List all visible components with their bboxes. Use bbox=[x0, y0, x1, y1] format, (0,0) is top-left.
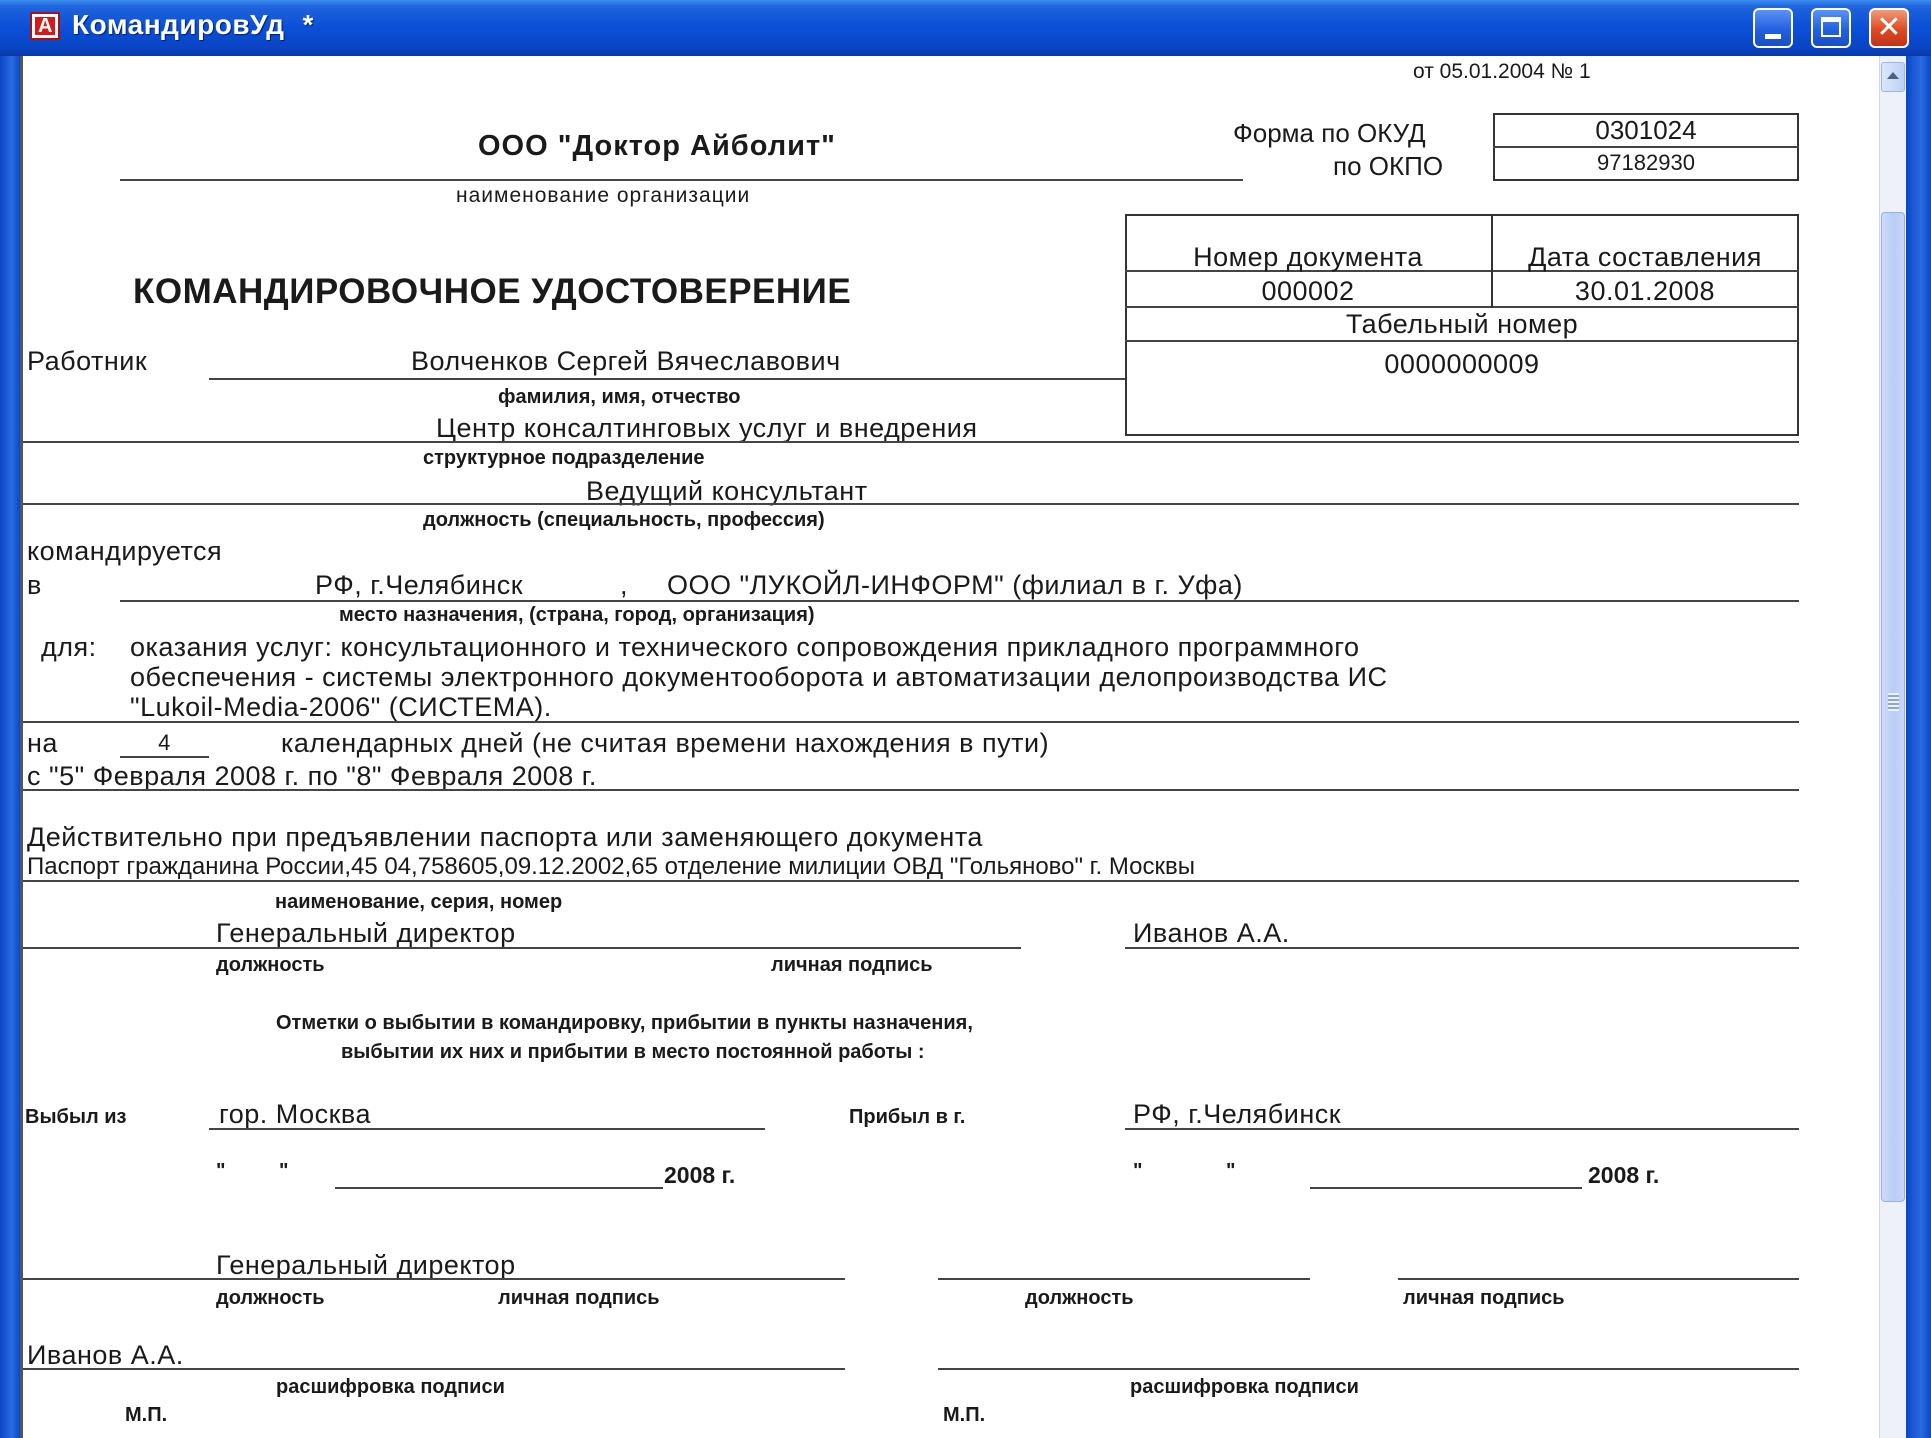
signer-position-underline bbox=[23, 947, 1021, 949]
okud-label: Форма по ОКУД bbox=[1233, 118, 1426, 148]
destination-caption: место назначения, (страна, город, организация) bbox=[339, 604, 815, 626]
purpose-line-2: обеспечения - системы электронного документооборота и автоматизации делопроизводства ИС bbox=[130, 662, 1388, 692]
org-name-underline bbox=[120, 179, 1243, 181]
window-frame-right bbox=[1906, 56, 1931, 1438]
purpose-underline bbox=[23, 721, 1799, 723]
passport-value: Паспорт гражданина России,45 04,758605,09.12.2002,65 отделение милиции ОВД "Гольяново" г. Москвы bbox=[27, 853, 1195, 880]
employee-label: Работник bbox=[27, 346, 148, 376]
valid-text: Действительно при предъявлении паспорта или заменяющего документа bbox=[27, 822, 983, 852]
departed-date-quote-open: " bbox=[216, 1160, 226, 1182]
arrived-date-underline bbox=[1310, 1187, 1582, 1189]
purpose-label: для: bbox=[41, 632, 97, 662]
org-name-caption: наименование организации bbox=[456, 184, 751, 207]
marks-line-2: выбытии их них и прибытии в место постоянной работы : bbox=[341, 1041, 925, 1063]
departed-underline bbox=[209, 1128, 765, 1130]
org-name: ООО "Доктор Айболит" bbox=[478, 130, 836, 162]
okud-value: 0301024 bbox=[1595, 115, 1697, 145]
sent-label: командируется bbox=[27, 536, 223, 566]
scroll-up-button[interactable] bbox=[1881, 62, 1905, 92]
signer-position-caption: должность bbox=[216, 954, 325, 976]
close-button[interactable] bbox=[1869, 8, 1909, 48]
doc-number-value: 000002 bbox=[1261, 276, 1355, 306]
destination-underline bbox=[120, 600, 1799, 602]
window-title-text: КомандировУд bbox=[72, 9, 285, 40]
arrived-year: 2008 г. bbox=[1588, 1162, 1660, 1188]
grip-icon bbox=[1888, 693, 1899, 711]
destination-city: РФ, г.Челябинск bbox=[315, 570, 524, 600]
passport-caption: наименование, серия, номер bbox=[275, 891, 563, 913]
bottom-position-right-caption: должность bbox=[1025, 1287, 1134, 1309]
signer-name-underline bbox=[1125, 947, 1799, 949]
days-underline bbox=[120, 756, 209, 758]
position-value: Ведущий консультант bbox=[586, 476, 868, 506]
department-value: Центр консалтинговых услуг и внедрения bbox=[436, 413, 978, 443]
departed-label: Выбыл из bbox=[25, 1106, 127, 1128]
okpo-label: по ОКПО bbox=[1333, 151, 1444, 181]
departed-date-underline bbox=[335, 1187, 663, 1189]
okpo-value: 97182930 bbox=[1597, 150, 1695, 175]
employee-caption: фамилия, имя, отчество bbox=[498, 386, 741, 408]
app-icon bbox=[30, 12, 60, 40]
bottom-position-left: Генеральный директор bbox=[216, 1250, 516, 1280]
travel-certificate-document bbox=[23, 56, 1879, 1438]
tab-number-header: Табельный номер bbox=[1345, 309, 1579, 339]
bottom-name-right-underline bbox=[938, 1368, 1799, 1370]
stamp-right: М.П. bbox=[943, 1404, 986, 1426]
position-underline bbox=[23, 503, 1799, 505]
bottom-name-left: Иванов А.А. bbox=[27, 1340, 184, 1370]
bottom-decode-left-caption: расшифровка подписи bbox=[276, 1376, 505, 1398]
tab-number-value: 0000000009 bbox=[1384, 349, 1540, 379]
close-icon: ✕ bbox=[1876, 10, 1902, 45]
maximize-icon bbox=[1821, 17, 1841, 37]
period-text: с "5" Февраля 2008 г. по "8" Февраля 2008 г. bbox=[27, 761, 597, 791]
doc-table-line-3 bbox=[1125, 340, 1799, 342]
vertical-scrollbar[interactable] bbox=[1879, 56, 1906, 1438]
arrived-date-quote-close: " bbox=[1226, 1160, 1236, 1182]
arrived-place: РФ, г.Челябинск bbox=[1133, 1099, 1342, 1129]
position-caption: должность (специальность, профессия) bbox=[423, 509, 825, 531]
signer-position: Генеральный директор bbox=[216, 918, 516, 948]
window-frame-left bbox=[0, 56, 20, 1438]
on-label: на bbox=[27, 728, 58, 758]
employee-underline bbox=[209, 378, 1125, 380]
maximize-button[interactable] bbox=[1811, 8, 1851, 48]
employee-name: Волченков Сергей Вячеславович bbox=[411, 346, 841, 376]
modified-marker: * bbox=[302, 9, 314, 40]
passport-underline bbox=[23, 880, 1799, 882]
document-title: КОМАНДИРОВОЧНОЕ УДОСТОВЕРЕНИЕ bbox=[133, 272, 852, 311]
title-bar[interactable] bbox=[0, 0, 1931, 56]
period-underline bbox=[23, 789, 1799, 791]
window-title bbox=[72, 9, 314, 41]
days-count: 4 bbox=[158, 730, 171, 755]
minimize-button[interactable] bbox=[1753, 8, 1793, 48]
bottom-signature-right-caption: личная подпись bbox=[1403, 1287, 1565, 1309]
okud-okpo-divider bbox=[1493, 146, 1799, 148]
bottom-signature-left-caption: личная подпись bbox=[498, 1287, 660, 1309]
purpose-line-3: "Lukoil-Media-2006" (СИСТЕМА). bbox=[130, 692, 552, 722]
bottom-position-left-caption: должность bbox=[216, 1287, 325, 1309]
to-label: в bbox=[27, 570, 42, 600]
bottom-name-left-underline bbox=[23, 1368, 845, 1370]
arrived-date-quote-open: " bbox=[1133, 1160, 1143, 1182]
doc-date-header: Дата составления bbox=[1528, 242, 1762, 272]
minimize-icon bbox=[1765, 34, 1781, 39]
doc-number-header: Номер документа bbox=[1193, 242, 1423, 272]
days-text: календарных дней (не считая времени нахождения в пути) bbox=[281, 728, 1050, 758]
doc-date-value: 30.01.2008 bbox=[1574, 276, 1716, 306]
departed-year: 2008 г. bbox=[664, 1162, 736, 1188]
purpose-line-1: оказания услуг: консультационного и технического сопровождения прикладного программного bbox=[130, 632, 1360, 662]
bottom-signature-right-underline bbox=[1398, 1278, 1799, 1280]
departed-date-quote-close: " bbox=[279, 1160, 289, 1182]
bottom-position-right-underline bbox=[938, 1278, 1310, 1280]
department-underline bbox=[23, 441, 1799, 443]
bottom-decode-right-caption: расшифровка подписи bbox=[1130, 1376, 1359, 1398]
header-date-number: от 05.01.2004 № 1 bbox=[1413, 60, 1591, 83]
destination-org: ООО "ЛУКОЙЛ-ИНФОРМ" (филиал в г. Уфа) bbox=[667, 570, 1243, 600]
marks-line-1: Отметки о выбытии в командировку, прибытии в пункты назначения, bbox=[276, 1012, 973, 1034]
signer-signature-caption: личная подпись bbox=[771, 954, 933, 976]
signer-name: Иванов А.А. bbox=[1133, 918, 1290, 948]
arrived-underline bbox=[1125, 1128, 1799, 1130]
departed-place: гор. Москва bbox=[219, 1099, 371, 1129]
department-caption: структурное подразделение bbox=[423, 447, 705, 469]
bottom-position-left-underline bbox=[23, 1278, 845, 1280]
destination-separator: , bbox=[620, 570, 629, 600]
arrived-label: Прибыл в г. bbox=[849, 1106, 966, 1128]
stamp-left: М.П. bbox=[125, 1404, 168, 1426]
scroll-thumb[interactable] bbox=[1881, 212, 1905, 1202]
